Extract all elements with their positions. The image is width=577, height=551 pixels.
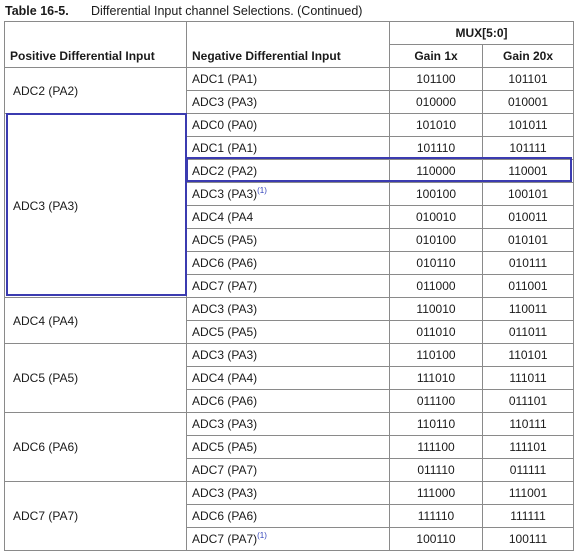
gain-20x-code: 100101	[483, 183, 574, 206]
negative-input-label: ADC4 (PA4	[192, 210, 254, 224]
header-mux: MUX[5:0]	[390, 22, 574, 45]
negative-input-label: ADC6 (PA6)	[192, 394, 258, 408]
negative-input-cell	[187, 229, 390, 252]
negative-input-label: ADC0 (PA0)	[192, 118, 258, 132]
negative-input-cell	[187, 68, 390, 91]
gain-20x-code: 010011	[483, 206, 574, 229]
negative-input-label: ADC3 (PA3)	[192, 302, 258, 316]
gain-20x-code: 110011	[483, 298, 574, 321]
gain-1x-code: 111100	[390, 436, 483, 459]
gain-20x-code: 110111	[483, 413, 574, 436]
gain-1x-code: 111000	[390, 482, 483, 505]
gain-20x-code: 101011	[483, 114, 574, 137]
negative-input-cell	[187, 459, 390, 482]
gain-1x-code: 010010	[390, 206, 483, 229]
negative-input-cell	[187, 367, 390, 390]
gain-20x-code: 011001	[483, 275, 574, 298]
gain-20x-code: 111111	[483, 505, 574, 528]
negative-input-cell	[187, 344, 390, 367]
gain-20x-code: 110101	[483, 344, 574, 367]
negative-input-label: ADC1 (PA1)	[192, 72, 258, 86]
header-gain-20x: Gain 20x	[483, 45, 574, 68]
gain-20x-code: 110001	[483, 160, 574, 183]
negative-input-label: ADC7 (PA7)	[192, 463, 258, 477]
gain-1x-code: 111010	[390, 367, 483, 390]
gain-20x-code: 010111	[483, 252, 574, 275]
header-positive-input: Positive Differential Input	[5, 22, 187, 68]
negative-input-label: ADC1 (PA1)	[192, 141, 258, 155]
negative-input-cell	[187, 160, 390, 183]
negative-input-cell	[187, 528, 390, 551]
negative-input-label: ADC3 (PA3)	[192, 187, 258, 201]
gain-1x-code: 011100	[390, 390, 483, 413]
gain-1x-code: 100110	[390, 528, 483, 551]
gain-20x-code: 101101	[483, 68, 574, 91]
negative-input-cell	[187, 137, 390, 160]
positive-input-cell: ADC3 (PA3)	[5, 114, 187, 298]
gain-1x-code: 110000	[390, 160, 483, 183]
header-gain-1x: Gain 1x	[390, 45, 483, 68]
table-title: Differential Input channel Selections. (Continued)	[91, 4, 363, 18]
positive-input-cell: ADC6 (PA6)	[5, 413, 187, 482]
negative-input-cell	[187, 252, 390, 275]
negative-input-cell	[187, 91, 390, 114]
negative-input-label: ADC3 (PA3)	[192, 348, 258, 362]
table-row	[5, 482, 574, 505]
negative-input-cell	[187, 505, 390, 528]
gain-20x-code: 010101	[483, 229, 574, 252]
gain-1x-code: 100100	[390, 183, 483, 206]
negative-input-label: ADC3 (PA3)	[192, 486, 258, 500]
negative-input-cell	[187, 321, 390, 344]
header-negative-input: Negative Differential Input	[187, 22, 390, 68]
gain-1x-code: 110010	[390, 298, 483, 321]
gain-1x-code: 111110	[390, 505, 483, 528]
gain-20x-code: 111001	[483, 482, 574, 505]
table-number: Table 16-5.	[5, 4, 69, 18]
negative-input-cell	[187, 413, 390, 436]
negative-input-cell	[187, 114, 390, 137]
mux-selection-table	[4, 21, 574, 551]
gain-20x-code: 101111	[483, 137, 574, 160]
negative-input-label: ADC2 (PA2)	[192, 164, 258, 178]
negative-input-cell	[187, 275, 390, 298]
negative-input-label: ADC5 (PA5)	[192, 233, 258, 247]
negative-input-label: ADC7 (PA7)	[192, 279, 258, 293]
positive-input-cell: ADC5 (PA5)	[5, 344, 187, 413]
gain-1x-code: 011110	[390, 459, 483, 482]
gain-20x-code: 100111	[483, 528, 574, 551]
gain-20x-code: 011111	[483, 459, 574, 482]
positive-input-cell: ADC7 (PA7)	[5, 482, 187, 551]
gain-1x-code: 010100	[390, 229, 483, 252]
footnote-reference: (1)	[257, 531, 267, 540]
positive-input-cell: ADC2 (PA2)	[5, 68, 187, 114]
table-row	[5, 68, 574, 91]
table-row	[5, 413, 574, 436]
negative-input-cell	[187, 482, 390, 505]
footnote-reference: (1)	[257, 186, 267, 195]
negative-input-label: ADC3 (PA3)	[192, 95, 258, 109]
gain-20x-code: 111011	[483, 367, 574, 390]
negative-input-label: ADC5 (PA5)	[192, 325, 258, 339]
negative-input-label: ADC4 (PA4)	[192, 371, 258, 385]
negative-input-cell	[187, 183, 390, 206]
negative-input-label: ADC7 (PA7)	[192, 532, 258, 546]
table-caption	[5, 1, 362, 21]
negative-input-cell	[187, 206, 390, 229]
negative-input-cell	[187, 298, 390, 321]
gain-1x-code: 011010	[390, 321, 483, 344]
gain-20x-code: 011101	[483, 390, 574, 413]
negative-input-label: ADC6 (PA6)	[192, 509, 258, 523]
gain-20x-code: 011011	[483, 321, 574, 344]
table-row	[5, 298, 574, 321]
table-row	[5, 114, 574, 137]
gain-1x-code: 010110	[390, 252, 483, 275]
gain-20x-code: 010001	[483, 91, 574, 114]
table-body	[5, 68, 574, 551]
positive-input-cell: ADC4 (PA4)	[5, 298, 187, 344]
gain-1x-code: 101010	[390, 114, 483, 137]
negative-input-label: ADC3 (PA3)	[192, 417, 258, 431]
gain-1x-code: 010000	[390, 91, 483, 114]
gain-20x-code: 111101	[483, 436, 574, 459]
gain-1x-code: 101100	[390, 68, 483, 91]
negative-input-cell	[187, 436, 390, 459]
table-row	[5, 344, 574, 367]
gain-1x-code: 110110	[390, 413, 483, 436]
negative-input-label: ADC6 (PA6)	[192, 256, 258, 270]
gain-1x-code: 011000	[390, 275, 483, 298]
gain-1x-code: 101110	[390, 137, 483, 160]
gain-1x-code: 110100	[390, 344, 483, 367]
negative-input-label: ADC5 (PA5)	[192, 440, 258, 454]
negative-input-cell	[187, 390, 390, 413]
